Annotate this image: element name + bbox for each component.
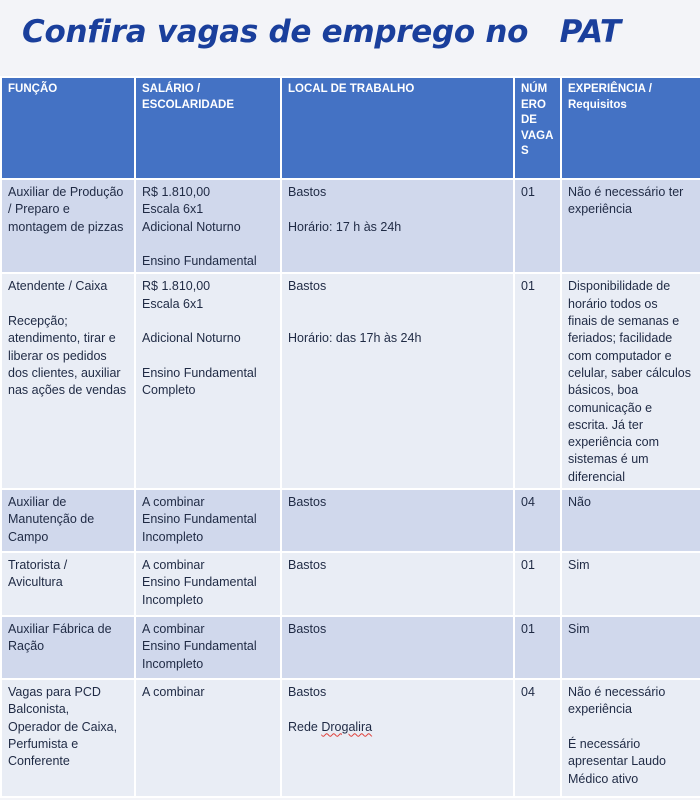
cell-salario: R$ 1.810,00 Escala 6x1 Adicional Noturno Ensino Fundamental Completo	[135, 273, 281, 489]
cell-salario: A combinar	[135, 679, 281, 797]
cell-experiencia: Não é necessário ter experiência	[561, 179, 700, 273]
cell-local: Bastos	[281, 616, 514, 679]
cell-vagas: 04	[514, 679, 561, 797]
table-row	[1, 679, 700, 797]
cell-funcao: Vagas para PCD Balconista, Operador de Caixa, Perfumista e Conferente	[1, 679, 135, 797]
cell-salario: A combinar Ensino Fundamental Incompleto	[135, 616, 281, 679]
spellcheck-underlined-word: Drogalira	[321, 719, 373, 734]
cell-vagas: 01	[514, 616, 561, 679]
header-local-de-trabalho: LOCAL DE TRABALHO	[281, 77, 514, 179]
table-row	[1, 179, 700, 273]
cell-local: Bastos Horário: 17 h às 24h	[281, 179, 514, 273]
cell-funcao: Atendente / Caixa Recepção; atendimento, tirar e liberar os pedidos dos clientes, auxiliar nas ações de vendas	[1, 273, 135, 489]
header-funcao: FUNÇÃO	[1, 77, 135, 179]
cell-funcao: Auxiliar de Manutenção de Campo	[1, 489, 135, 552]
header-experiencia-requisitos: EXPERIÊNCIA / Requisitos	[561, 77, 700, 179]
table-row	[1, 273, 700, 489]
cell-local: Bastos Horário: das 17h às 24h	[281, 273, 514, 489]
cell-vagas: 01	[514, 179, 561, 273]
cell-local: Bastos Rede Drogalira	[281, 679, 514, 797]
cell-funcao: Auxiliar de Produção / Preparo e montagem de pizzas	[1, 179, 135, 273]
table-header-row	[1, 77, 700, 179]
cell-vagas: 01	[514, 273, 561, 489]
header-salario-escolaridade: SALÁRIO / ESCOLARIDADE	[135, 77, 281, 179]
cell-funcao: Auxiliar Fábrica de Ração	[1, 616, 135, 679]
cell-experiencia: Não	[561, 489, 700, 552]
cell-experiencia: Sim	[561, 552, 700, 616]
table-row	[1, 616, 700, 679]
cell-funcao: Tratorista / Avicultura	[1, 552, 135, 616]
cell-salario: A combinar Ensino Fundamental Incompleto	[135, 489, 281, 552]
job-openings-table	[0, 76, 700, 798]
header-numero-de-vagas: NÚM ERO DE VAGA S	[514, 77, 561, 179]
cell-local: Bastos	[281, 489, 514, 552]
cell-vagas: 01	[514, 552, 561, 616]
page-title: Confira vagas de emprego no PAT	[22, 14, 621, 50]
cell-salario: A combinar Ensino Fundamental Incompleto	[135, 552, 281, 616]
cell-salario: R$ 1.810,00 Escala 6x1 Adicional Noturno Ensino Fundamental	[135, 179, 281, 273]
cell-experiencia: Sim	[561, 616, 700, 679]
table-row	[1, 552, 700, 616]
cell-local: Bastos	[281, 552, 514, 616]
table-row	[1, 489, 700, 552]
cell-experiencia: Não é necessário experiência É necessário apresentar Laudo Médico ativo	[561, 679, 700, 797]
cell-experiencia: Disponibilidade de horário todos os finais de semanas e feriados; facilidade com computador e celular, saber cálculos básicos, boa comunicação e escrita. Já ter experiência com sistemas é um diferencial	[561, 273, 700, 489]
cell-vagas: 04	[514, 489, 561, 552]
